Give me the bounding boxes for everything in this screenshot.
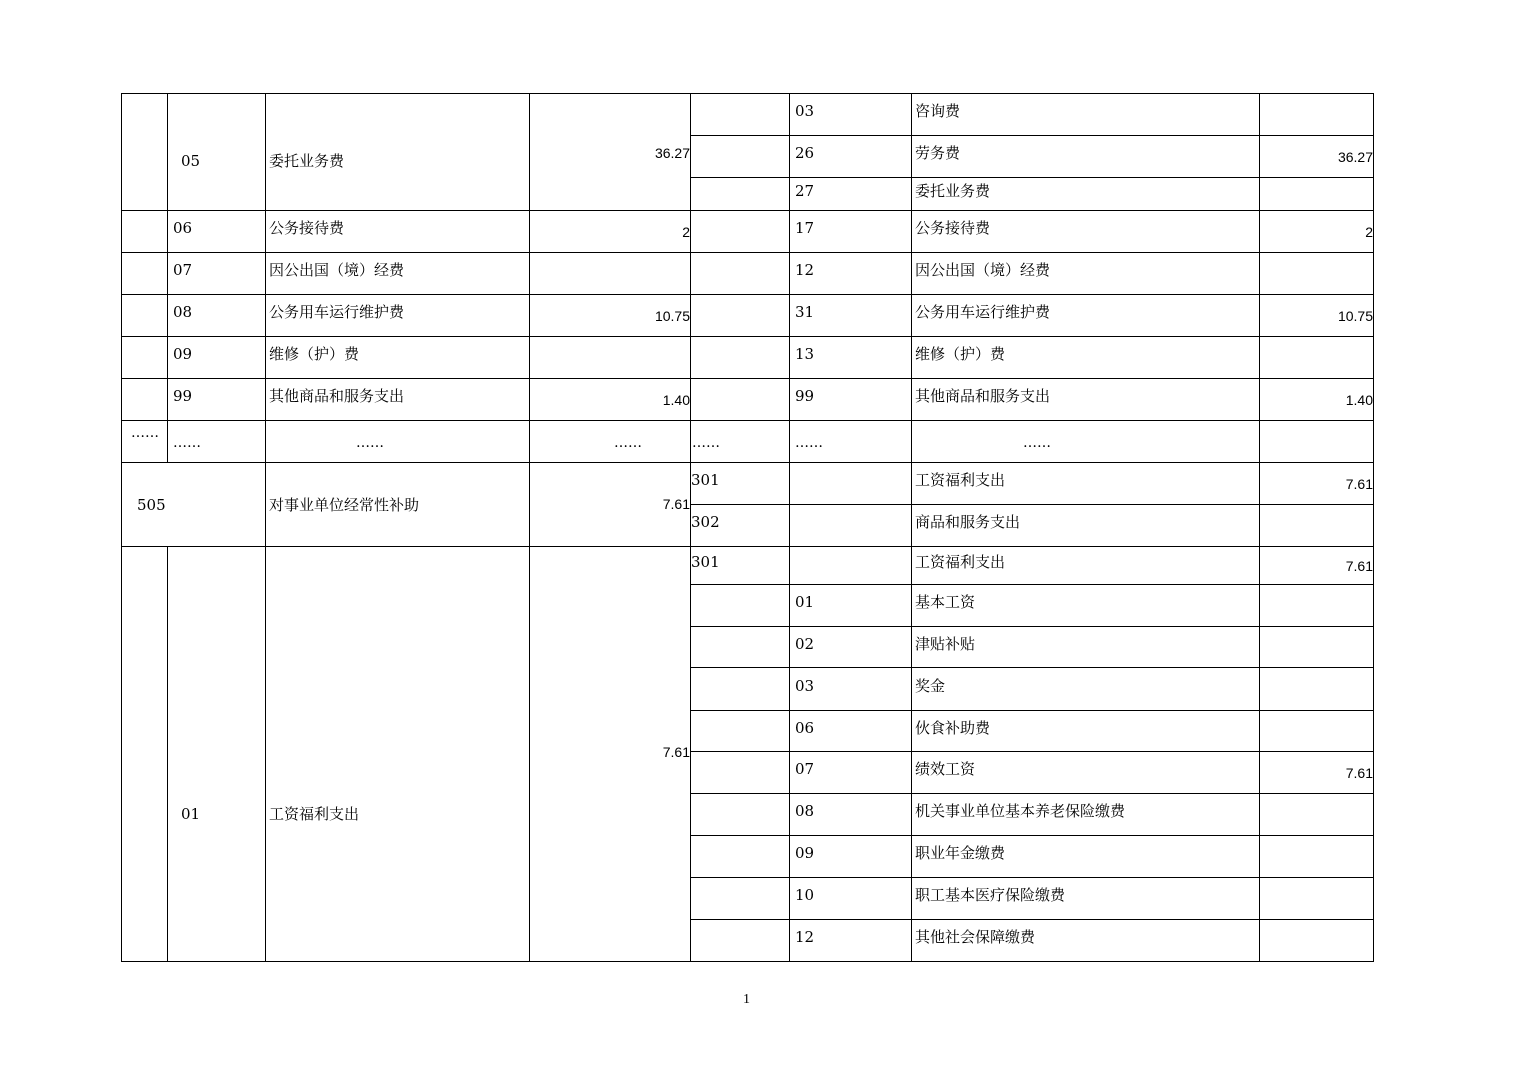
- row-rule: [690, 751, 1374, 752]
- left-sub-code: 05: [181, 152, 201, 170]
- left-sub-code: 06: [173, 219, 193, 237]
- column-rule: [789, 93, 790, 961]
- right-ellipsis-sub: ……: [795, 435, 823, 451]
- row-rule: [690, 835, 1374, 836]
- right-sub-code: 26: [795, 144, 815, 162]
- row-rule: [690, 710, 1374, 711]
- left-sub-code: 08: [173, 303, 193, 321]
- right-item-name: 维修（护）费: [915, 345, 1006, 363]
- left-amount: 7.61: [662, 496, 690, 512]
- left-amount: 2: [682, 224, 690, 240]
- right-sub-code: 10: [795, 886, 815, 904]
- column-rule: [911, 93, 912, 961]
- page-number: 1: [743, 992, 750, 1007]
- right-sub-code: 02: [795, 635, 815, 653]
- row-rule: [690, 462, 1374, 463]
- left-ellipsis-sub: ……: [173, 435, 201, 451]
- left-sub-code: 99: [173, 387, 193, 405]
- right-amount: 36.27: [1337, 149, 1373, 165]
- right-sub-code: 01: [795, 593, 815, 611]
- row-rule: [690, 919, 1374, 920]
- left-sub-code: 01: [181, 805, 201, 823]
- row-rule: [690, 378, 1374, 379]
- right-item-name: 公务用车运行维护费: [915, 303, 1051, 321]
- right-item-name: 委托业务费: [915, 182, 991, 200]
- row-rule: [690, 177, 1374, 178]
- row-rule: [690, 336, 1374, 337]
- right-sub-code: 27: [795, 182, 815, 200]
- row-rule: [690, 420, 1374, 421]
- left-item-name: 委托业务费: [269, 152, 345, 170]
- right-item-name: 其他商品和服务支出: [915, 387, 1051, 405]
- left-item-name: 维修（护）费: [269, 345, 360, 363]
- row-rule: [121, 294, 690, 295]
- right-item-name: 因公出国（境）经费: [915, 261, 1051, 279]
- column-rule: [167, 93, 168, 462]
- right-sub-code: 07: [795, 760, 815, 778]
- left-amount: 36.27: [654, 145, 690, 161]
- right-category-code: 301: [691, 553, 720, 571]
- column-rule: [529, 93, 530, 961]
- right-item-name: 工资福利支出: [915, 471, 1006, 489]
- left-ellipsis-amount: ……: [614, 435, 642, 451]
- right-item-name: 津贴补贴: [915, 635, 976, 653]
- right-item-name: 咨询费: [915, 102, 961, 120]
- right-sub-code: 03: [795, 677, 815, 695]
- right-item-name: 绩效工资: [915, 760, 976, 778]
- right-sub-code: 06: [795, 719, 815, 737]
- right-item-name: 基本工资: [915, 593, 976, 611]
- right-amount: 7.61: [1345, 558, 1373, 574]
- right-sub-code: 13: [795, 345, 815, 363]
- left-item-name: 公务接待费: [269, 219, 345, 237]
- right-sub-code: 99: [795, 387, 815, 405]
- right-category-code: 301: [691, 471, 720, 489]
- right-item-name: 职工基本医疗保险缴费: [915, 886, 1066, 904]
- row-rule: [690, 252, 1374, 253]
- right-ellipsis-code: ……: [692, 435, 720, 451]
- right-sub-code: 09: [795, 844, 815, 862]
- right-amount: 10.75: [1337, 308, 1373, 324]
- left-sub-code: 07: [173, 261, 193, 279]
- right-amount: 1.40: [1345, 392, 1373, 408]
- row-rule: [690, 584, 1374, 585]
- left-ellipsis-name: ……: [356, 435, 384, 451]
- left-category-code: 505: [137, 496, 166, 514]
- row-rule: [690, 626, 1374, 627]
- row-rule: [121, 252, 690, 253]
- table-border-right: [1373, 93, 1374, 962]
- right-item-name: 工资福利支出: [915, 553, 1006, 571]
- column-rule: [265, 93, 266, 961]
- row-rule: [690, 546, 1374, 547]
- row-rule: [690, 667, 1374, 668]
- left-sub-code: 09: [173, 345, 193, 363]
- left-ellipsis-code: ……: [131, 425, 159, 441]
- row-rule: [121, 336, 690, 337]
- right-amount: 7.61: [1345, 476, 1373, 492]
- right-amount: 7.61: [1345, 765, 1373, 781]
- left-item-name: 其他商品和服务支出: [269, 387, 405, 405]
- right-ellipsis-name: ……: [1023, 435, 1051, 451]
- row-rule: [690, 135, 1374, 136]
- right-sub-code: 17: [795, 219, 815, 237]
- left-item-name: 因公出国（境）经费: [269, 261, 405, 279]
- column-rule: [1259, 93, 1260, 961]
- row-rule: [121, 210, 690, 211]
- right-item-name: 伙食补助费: [915, 719, 991, 737]
- left-amount: 1.40: [662, 392, 690, 408]
- right-item-name: 公务接待费: [915, 219, 991, 237]
- right-item-name: 劳务费: [915, 144, 961, 162]
- right-sub-code: 31: [795, 303, 815, 321]
- right-amount: 2: [1365, 224, 1373, 240]
- right-sub-code: 08: [795, 802, 815, 820]
- right-item-name: 商品和服务支出: [915, 513, 1021, 531]
- table-border-left: [121, 93, 122, 962]
- row-rule: [690, 504, 1374, 505]
- row-rule: [690, 294, 1374, 295]
- right-sub-code: 03: [795, 102, 815, 120]
- row-rule: [121, 420, 690, 421]
- left-amount: 7.61: [662, 744, 690, 760]
- row-rule: [690, 210, 1374, 211]
- row-rule: [690, 793, 1374, 794]
- row-rule: [121, 462, 690, 463]
- right-item-name: 奖金: [915, 677, 946, 695]
- row-rule: [121, 546, 690, 547]
- row-rule: [121, 378, 690, 379]
- left-amount: 10.75: [654, 308, 690, 324]
- right-sub-code: 12: [795, 261, 815, 279]
- right-sub-code: 12: [795, 928, 815, 946]
- right-item-name: 职业年金缴费: [915, 844, 1006, 862]
- row-rule: [690, 877, 1374, 878]
- left-item-name: 工资福利支出: [269, 805, 360, 823]
- right-item-name: 其他社会保障缴费: [915, 928, 1036, 946]
- right-item-name: 机关事业单位基本养老保险缴费: [915, 802, 1126, 820]
- table-border-top: [121, 93, 1374, 94]
- left-item-name: 公务用车运行维护费: [269, 303, 405, 321]
- column-rule: [167, 546, 168, 961]
- table-border-bottom: [121, 961, 1374, 962]
- left-item-name: 对事业单位经常性补助: [269, 496, 420, 514]
- right-category-code: 302: [691, 513, 720, 531]
